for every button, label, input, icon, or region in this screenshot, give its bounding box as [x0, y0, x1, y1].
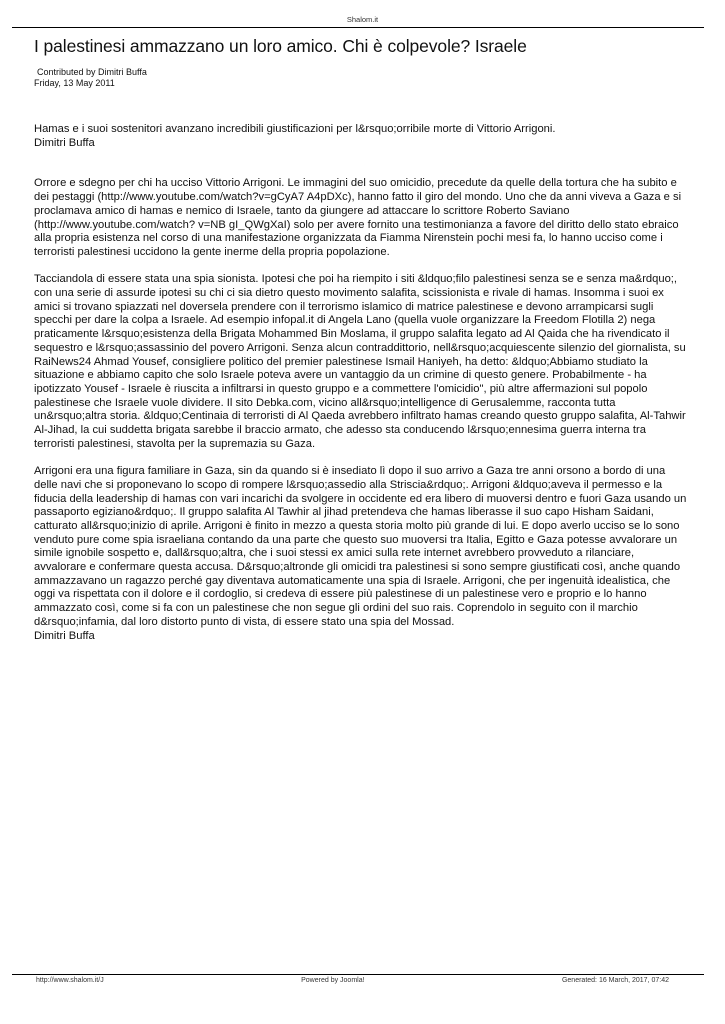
footer-powered-by: Powered by Joomla!	[301, 977, 365, 984]
intro-text: Hamas e i suoi sostenitori avanzano incredibili giustificazioni per l&rsquo;orribile morte di Vittorio Arrigoni.	[34, 123, 556, 135]
article-intro	[34, 123, 689, 150]
article-body	[34, 123, 689, 643]
footer-generated: Generated: 16 March, 2017, 07:42	[561, 977, 669, 984]
paragraph: Orrore e sdegno per chi ha ucciso Vittorio Arrigoni. Le immagini del suo omicidio, precedute da quelle della tortura che ha subito e dei pestaggi (http://www.youtube.com/watch?v=gCyA7 A4pDXc), hanno fatto il giro del mondo. Uno che da anni viveva a Gaza e si proclamava amico di hamas e nemico di Israele, tanto da giungere ad attaccare lo scrittore Roberto Saviano (http://www.youtube.com/watch? v=NB gI_QWgXaI) solo per avere fornito una testimonianza a favore del diritto dello stato ebraico alla propria esistenza nel corso di una manifestazione organizzata da Fiamma Nirenstein pochi mesi fa, lo hanno ucciso come i terroristi palestinesi uccidono la gente inerme della propria popolazione.	[34, 177, 682, 258]
paragraph: Arrigoni era una figura familiare in Gaza, sin da quando si è insediato lì dopo il suo arrivo a Gaza tre anni orsono a bordo di una delle navi che si proponevano lo scopo di rompere l&rsquo;assedio alla Striscia&rdquo;. Arrigoni &ldquo;aveva il permesso e la fiducia della leadership di hamas con vari incarichi da svolgere in occidente ed era libero di muoversi dentro e fuori Gaza usando un passaporto egiziano&rdquo;. Il gruppo salafita Al Tawhir al jihad pretendeva che hamas liberasse il suo capo Hisham Saidani, catturato all&rsquo;inizio di aprile. Arrigoni è finito in mezzo a questa storia molto più grande di lui. E dopo averlo ucciso se lo sono venduto pure come spia israeliana contando da una parte che questo suo muoversi tra Italia, Egitto e Gaza potesse avvalorare un simile ignobile sospetto e, dall&rsquo;altra, che i suoi stessi ex amici sulla rete internet avrebbero provveduto a rilanciare, avvalorare e confermare questa accusa. D&rsquo;altronde gli omicidi tra palestinesi si sono sempre giustificati così, anche quando ammazzavano un ragazzo perché gay diventava automaticamente una spia di Israele. Arrigoni, che per ingenuità idealistica, che oggi va rispettata con il dolore e il cordoglio, si credeva di essere più palestinese di un palestinese vero e proprio e lo hanno ammazzato così, come si fa con un palestinese che non segue gli ordini del suo rais. Coprendolo in seguito con il marchio d&rsquo;infamia, dal loro distorto punto di vista, di essere stato una spia del Mossad.	[34, 465, 687, 628]
signature: Dimitri Buffa	[34, 629, 95, 642]
header-rule	[12, 27, 704, 28]
article-title: I palestinesi ammazzano un loro amico. Chi è colpevole? Israele	[34, 36, 527, 56]
intro-author: Dimitri Buffa	[34, 136, 95, 149]
page-footer	[36, 977, 669, 984]
paragraph: Tacciandola di essere stata una spia sionista. Ipotesi che poi ha riempito i siti &ldquo;filo palestinesi senza se e senza ma&rdquo;, con una serie di assurde ipotesi su chi ci sia dietro questo movimento salafita, scissionista e rivale di hamas. Insomma i suoi ex amici si trovano spiazzati nel doversela prendere con il terrorismo islamico di matrice palestinese e devono arrampicarsi sugli specchi per dare la colpa a Israele. Ad esempio infopal.it di Angela Lano (quella vuole organizzare la Freedom Flotilla 2) nega praticamente l&rsquo;esistenza della Brigata Mohammed Bin Moslama, il gruppo salafita legato ad Al Qaida che ha rivendicato il sequestro e l&rsquo;assassinio del povero Arrigoni. Senza alcun contraddittorio, nell&rsquo;acquiescente silenzio del giornalista, su RaiNews24 Ahmad Yousef, consigliere politico del premier palestinese Ismail Haniyeh, ha detto: &ldquo;Abbiamo studiato la situazione e abbiamo capito che solo Israele poteva avere un vantaggio da un crimine di questo genere. Probabilmente - ha ipotizzato Yousef - Israele è riuscita a infiltrarsi in questo gruppo e a commettere l'omicidio", più altre affermazioni sul popolo palestinese che Israele vuole dividere. Il sito Debka.com, vicino all&rsquo;intelligence di Gerusalemme, racconta tutta un&rsquo;altra storia. &ldquo;Centinaia di terroristi di Al Qaeda avrebbero infiltrato hamas creando questo gruppo salafita, Al-Tahwir Al-Jihad, la cui suddetta brigata sarebbe il braccio armato, che adesso sta conducendo l&rsquo;ennesima guerra interna tra terroristi palestinesi, stavolta per la supremazia su Gaza.	[34, 273, 686, 450]
site-name: Shalom.it	[346, 15, 379, 24]
footer-url[interactable]: http://www.shalom.it/J	[36, 977, 104, 984]
article-meta	[34, 67, 147, 89]
footer-rule	[12, 974, 704, 975]
article-date: Friday, 13 May 2011	[34, 78, 115, 88]
contributed-by: Contributed by Dimitri Buffa	[37, 67, 147, 77]
